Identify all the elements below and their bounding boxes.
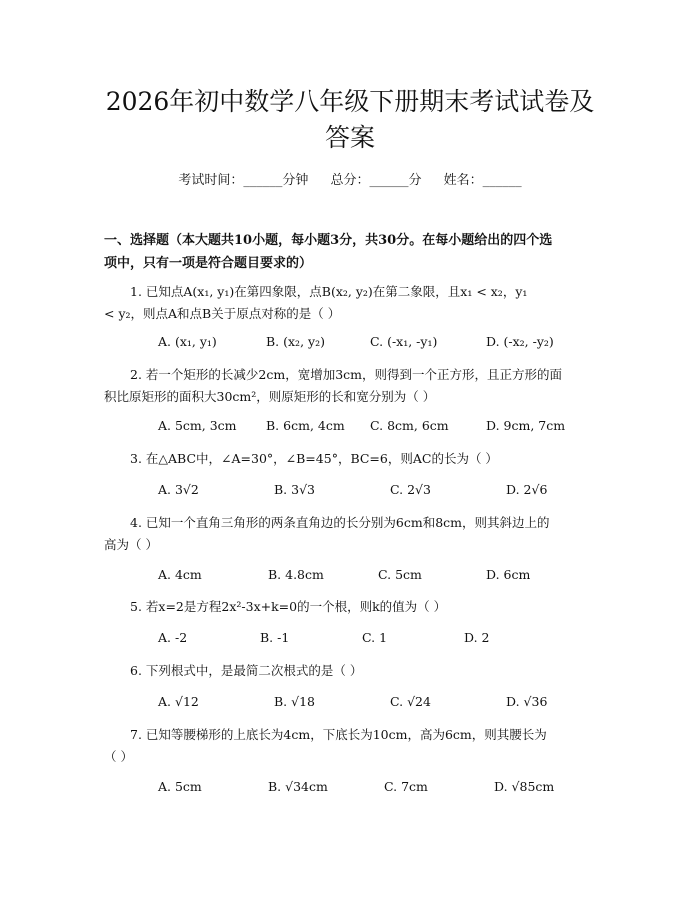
option-c: C. √24	[390, 694, 431, 709]
option-b: B. 6cm, 4cm	[266, 418, 345, 433]
question-2-options	[158, 418, 598, 438]
question-1	[104, 281, 604, 325]
option-c: C. (-x₁, -y₁)	[370, 334, 438, 349]
option-d: D. 2√6	[506, 482, 548, 497]
option-d: D. 2	[464, 630, 490, 645]
option-c: C. 5cm	[378, 567, 422, 582]
exam-info-row	[0, 169, 700, 188]
option-d: D. (-x₂, -y₂)	[486, 334, 554, 349]
option-c: C. 7cm	[384, 779, 428, 794]
option-a: A. (x₁, y₁)	[158, 334, 217, 349]
option-d: D. √85cm	[494, 779, 555, 794]
option-b: B. √34cm	[268, 779, 328, 794]
question-1-line2: < y₂，则点A和点B关于原点对称的是（ ）	[104, 306, 341, 321]
section-heading	[104, 229, 604, 275]
option-b: B. -1	[260, 630, 290, 645]
question-1-options	[158, 334, 598, 354]
question-5	[104, 596, 604, 618]
question-2	[104, 364, 604, 408]
option-d: D. 9cm, 7cm	[486, 418, 566, 433]
option-d: D. √36	[506, 694, 548, 709]
question-6	[104, 660, 604, 682]
question-7-line2: （ ）	[104, 749, 133, 764]
option-a: A. √12	[158, 694, 199, 709]
exam-title-line2: 答案	[324, 123, 375, 152]
exam-name-field: 姓名：______	[443, 173, 522, 188]
question-2-line2: 积比原矩形的面积大30cm²，则原矩形的长和宽分别为（ ）	[104, 389, 436, 404]
question-4-options	[158, 567, 598, 587]
question-3-line1: 3. 在△ABC中，∠A=30°，∠B=45°，BC=6，则AC的长为（ ）	[130, 451, 498, 466]
option-a: A. 5cm	[158, 779, 202, 794]
question-7-line1: 7. 已知等腰梯形的上底长为4cm，下底长为10cm，高为6cm，则其腰长为	[130, 727, 547, 742]
question-2-line1: 2. 若一个矩形的长减少2cm，宽增加3cm，则得到一个正方形，且正方形的面	[130, 367, 563, 382]
question-1-line1: 1. 已知点A(x₁, y₁)在第四象限，点B(x₂, y₂)在第二象限，且x₁ < x₂，y₁	[130, 284, 528, 299]
section-heading-line2: 项中，只有一项是符合题目要求的）	[104, 256, 313, 271]
exam-time-field: 考试时间：______分钟	[178, 173, 309, 188]
question-4-line1: 4. 已知一个直角三角形的两条直角边的长分别为6cm和8cm，则其斜边上的	[130, 515, 550, 530]
option-c: C. 2√3	[390, 482, 431, 497]
exam-title-line1: 2026年初中数学八年级下册期末考试试卷及	[105, 87, 595, 116]
option-d: D. 6cm	[486, 567, 531, 582]
exam-score-field: 总分：______分	[330, 173, 422, 188]
option-a: A. 3√2	[158, 482, 199, 497]
option-b: B. √18	[274, 694, 316, 709]
option-b: B. 4.8cm	[268, 567, 324, 582]
question-6-options	[158, 694, 598, 714]
question-6-line1: 6. 下列根式中，是最简二次根式的是（ ）	[130, 663, 363, 678]
option-b: B. (x₂, y₂)	[266, 334, 325, 349]
question-5-options	[158, 630, 598, 650]
question-3	[104, 448, 604, 470]
option-a: A. -2	[158, 630, 188, 645]
option-b: B. 3√3	[274, 482, 316, 497]
question-4	[104, 512, 604, 556]
question-7	[104, 724, 604, 768]
option-a: A. 5cm, 3cm	[158, 418, 237, 433]
question-3-options	[158, 482, 598, 502]
option-c: C. 8cm, 6cm	[370, 418, 449, 433]
question-7-options	[158, 779, 598, 799]
option-c: C. 1	[362, 630, 388, 645]
option-a: A. 4cm	[158, 567, 202, 582]
question-5-line1: 5. 若x=2是方程2x²-3x+k=0的一个根，则k的值为（ ）	[130, 599, 447, 614]
section-heading-line1: 一、选择题（本大题共10小题，每小题3分，共30分。在每小题给出的四个选	[104, 233, 553, 248]
question-4-line2: 高为（ ）	[104, 537, 158, 552]
